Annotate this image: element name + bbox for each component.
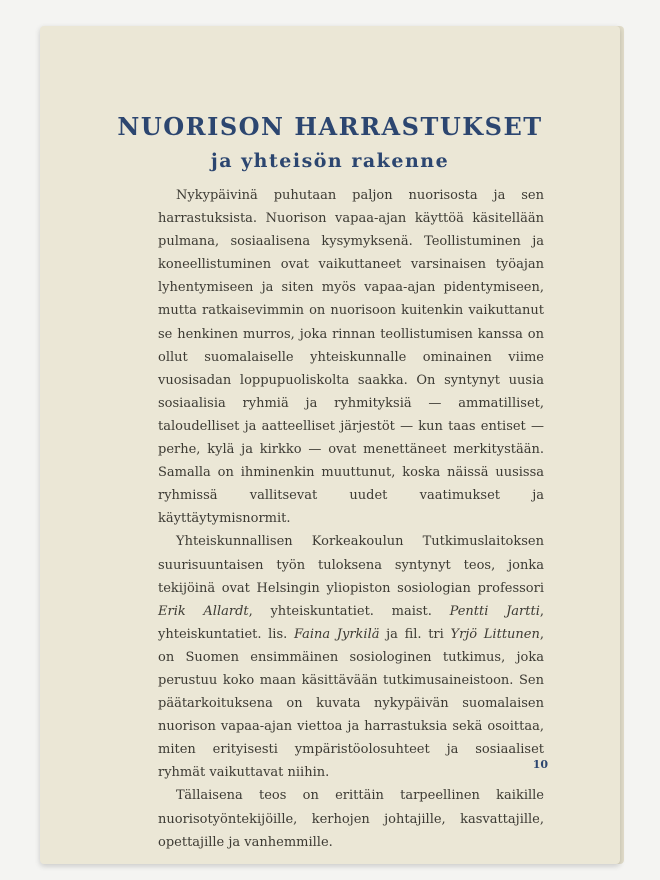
author-name: Yrjö Littunen bbox=[450, 626, 540, 642]
p2-text-4: ja fil. tri bbox=[379, 626, 451, 642]
blurb-paragraph-2 bbox=[158, 530, 544, 784]
p2-text-3: , yhteiskuntatiet. lis. bbox=[158, 603, 544, 642]
author-name: Pentti Jartti bbox=[449, 603, 540, 619]
book-title: NUORISON HARRASTUKSET bbox=[117, 112, 543, 141]
blurb-paragraph-1: Nykypäivinä puhutaan paljon nuorisosta ja sen harrastuksista. Nuorison vapaa-ajan käyttöä käsitellään pulmana, sosiaalisena kysymyksenä. Teollistuminen ja koneellistuminen ovat vaikuttaneet varsinaisen työajan lyhentymiseen ja siten myös vapaa-ajan pidentymiseen, mutta ratkaisevimmin on nuorisoon kuitenkin vaikuttanut se henkinen murros, joka rinnan teollistumisen kanssa on ollut suomalaiselle yhteiskunnalle ominainen viime vuosisadan loppupuoliskolta saakka. On syntynyt uusia sosiaalisia ryhmiä ja ryhmityksiä — ammatilliset, taloudelliset ja aatteelliset järjestöt — kun taas entiset — perhe, kylä ja kirkko — ovat menettäneet merkitystään. Samalla on ihminenkin muuttunut, koska näissä uusissa ryhmissä vallitsevat uudet vaatimukset ja käyttäytymisnormit. bbox=[158, 188, 544, 527]
p2-text-1: Yhteiskunnallisen Korkeakoulun Tutkimuslaitoksen suurisuuntaisen työn tuloksena syntynyt teos, jonka tekijöinä ovat Helsingin yliopiston sosiologian professori bbox=[158, 534, 544, 596]
author-name: Faina Jyrkilä bbox=[293, 626, 380, 642]
blurb-text bbox=[158, 184, 544, 854]
page-number: 10 bbox=[532, 758, 548, 771]
p2-text-5: , on Suomen ensimmäinen sosiologinen tutkimus, joka perustuu koko maan käsittävään tutkimusaineistoon. Sen päätarkoituksena on kuvata nykypäivän suomalaisen nuorison vapaa-ajan viettoa ja harrastuksia sekä osoittaa, miten erityisesti ympäristöolosuhteet ja sosiaaliset ryhmät vaikuttavat niihin. bbox=[158, 626, 544, 781]
p2-text-2: , yhteiskuntatiet. maist. bbox=[248, 603, 450, 619]
book-subtitle: ja yhteisön rakenne bbox=[210, 150, 450, 172]
blurb-paragraph-3: Tällaisena teos on erittäin tarpeellinen kaikille nuorisotyöntekijöille, kerhojen johtajille, kasvattajille, opettajille ja vanhemmille. bbox=[158, 788, 544, 850]
author-name: Erik Allardt bbox=[158, 603, 249, 619]
